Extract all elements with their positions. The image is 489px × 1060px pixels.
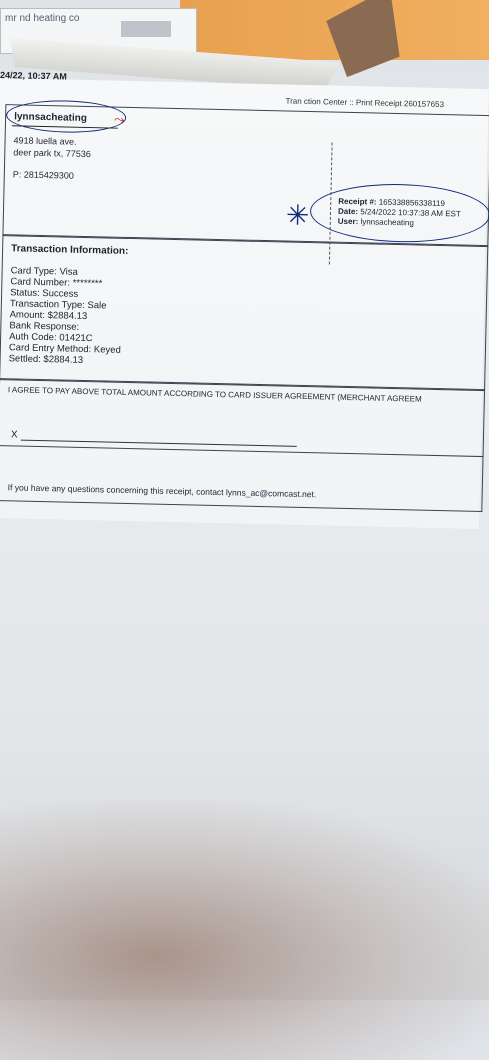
card-number: Card Number: ******** [10,276,103,290]
underlying-paper-smudge [121,21,171,37]
auth-code: Auth Code: 01421C [9,331,93,345]
receipt-date: 5/24/2022 10:37:38 AM EST [360,207,461,219]
amount: Amount: $2884.13 [9,309,88,323]
signature-x: X [10,429,18,441]
receipt-sheet [0,70,489,529]
card-type: Card Type: Visa [10,265,78,278]
bank-response: Bank Response: [9,320,80,333]
card-entry-method: Card Entry Method: Keyed [8,342,121,356]
receipt-user-label: User: [337,216,359,227]
hand-shadow [0,800,489,1060]
merchant-section [2,104,489,247]
merchant-name: lynnsacheating [13,111,88,124]
transaction-type: Transaction Type: Sale [9,298,107,312]
pen-circle-receipt-info [309,182,489,244]
merchant-address-line2: deer park tx, 77536 [13,147,91,160]
print-header-title: Tran ction Center :: Print Receipt 260157653 [285,96,445,110]
underlying-paper-text: mr nd heating co [5,13,80,24]
receipt-number: 165338856338119 [378,197,445,209]
receipt-number-label: Receipt #: [338,196,377,207]
transaction-section [0,234,488,391]
settled-amount: Settled: $2884.13 [8,353,84,366]
red-pen-mark-icon: ⤳ [113,111,125,127]
transaction-title: Transaction Information: [11,243,129,257]
merchant-phone: P: 2815429300 [12,169,74,181]
receipt-date-label: Date: [337,206,359,217]
pen-asterisk-icon: ✳ [285,199,310,232]
agreement-text: I AGREE TO PAY ABOVE TOTAL AMOUNT ACCORDING TO CARD ISSUER AGREEMENT (MERCHANT AGREEM [7,385,422,404]
print-timestamp: 24/22, 10:37 AM [0,70,67,82]
footer-section [0,444,484,512]
merchant-address-line1: 4918 luella ave. [13,135,77,147]
footer-contact-text: If you have any questions concerning this receipt, contact lynns_ac@comcast.net. [7,482,317,500]
receipt-user: lynnsacheating [360,217,414,228]
status: Status: Success [10,287,79,300]
